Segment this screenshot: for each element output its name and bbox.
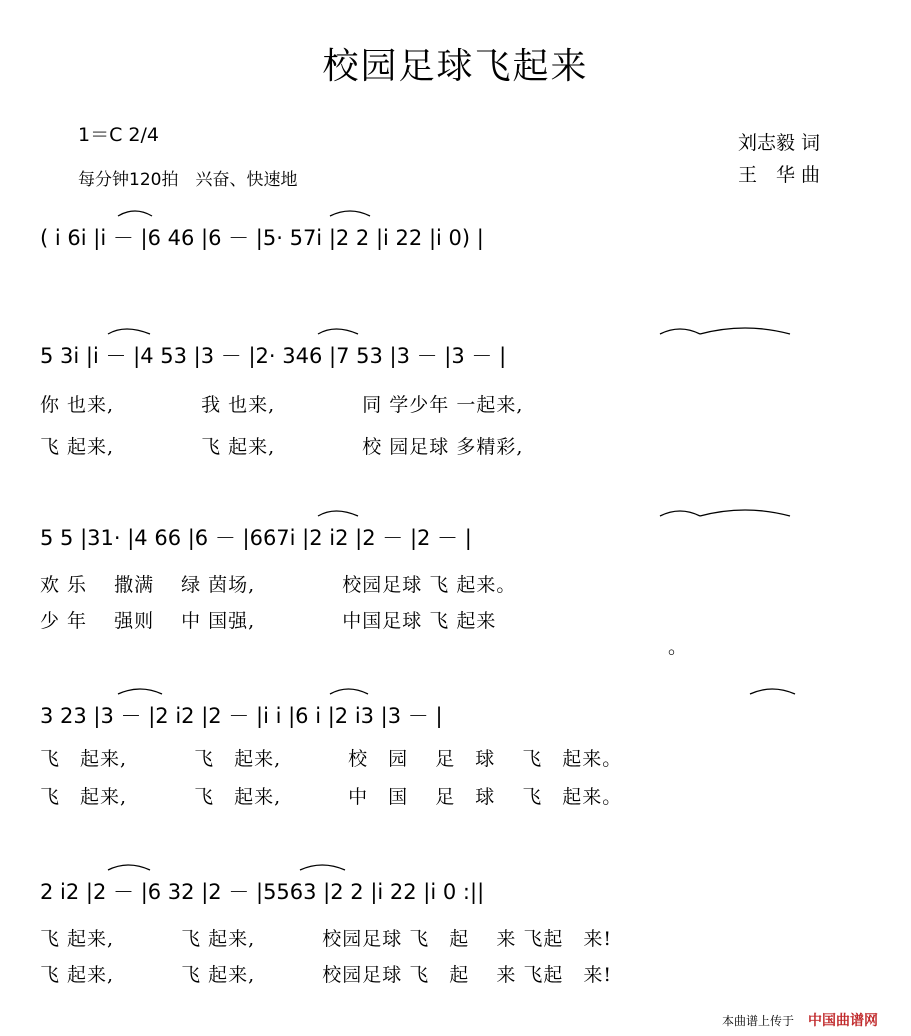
slur — [108, 865, 150, 870]
dangling-period: 。 — [668, 636, 689, 658]
lyric-line-1-verse-2: 飞 起来, 飞 起来, 校 园足球 多精彩, — [40, 436, 524, 458]
lyric-line-2-verse-1: 欢 乐 撒满 绿 茵场, 校园足球 飞 起来。 — [40, 574, 517, 596]
slur — [318, 511, 358, 516]
slur — [750, 689, 795, 694]
slur — [660, 329, 700, 334]
lyric-line-3-verse-2: 飞 起来, 飞 起来, 中 国 足 球 飞 起来。 — [40, 786, 623, 808]
composer-credit: 王 华 曲 — [738, 164, 821, 186]
slur — [118, 689, 162, 694]
lyric-line-4-verse-2: 飞 起来, 飞 起来, 校园足球 飞 起 来 飞起 来! — [40, 964, 612, 986]
slur — [700, 328, 790, 334]
notation-row-2: 5 5 |31· |4 66 |6 － |667i |2 i2 |2 － |2 － | — [40, 526, 472, 550]
key-signature: 1＝C 2/4 — [78, 124, 159, 146]
slur — [660, 511, 700, 516]
lyric-line-3-verse-1: 飞 起来, 飞 起来, 校 园 足 球 飞 起来。 — [40, 748, 623, 770]
slur — [118, 211, 152, 216]
lyric-line-2-verse-2: 少 年 强则 中 国强, 中国足球 飞 起来 — [40, 610, 497, 632]
slur — [318, 329, 358, 334]
slur — [330, 689, 368, 694]
notation-row-intro: ( i 6i |i － |6 46 |6 － |5· 57i |2 2 |i 22 |i 0) | — [40, 226, 484, 250]
slur — [108, 329, 150, 334]
slur — [700, 510, 790, 516]
song-title: 校园足球飞起来 — [322, 46, 589, 87]
notation-row-4: 2 i2 |2 － |6 32 |2 － |5563 |2 2 |i 22 |i 0 :|| — [40, 880, 485, 904]
site-logo: 中国曲谱网 — [808, 1013, 878, 1029]
tempo-marking: 每分钟120拍 兴奋、快速地 — [78, 170, 298, 190]
lyric-line-1-verse-1: 你 也来, 我 也来, 同 学少年 一起来, — [40, 394, 524, 416]
lyricist-credit: 刘志毅 词 — [738, 132, 821, 154]
slur — [330, 211, 370, 216]
notation-row-1: 5 3i |i － |4 53 |3 － |2· 346 |7 53 |3 － |3 － | — [40, 344, 507, 368]
lyric-line-4-verse-1: 飞 起来, 飞 起来, 校园足球 飞 起 来 飞起 来! — [40, 928, 612, 950]
upload-note: 本曲谱上传于 — [722, 1014, 795, 1028]
slur — [300, 865, 345, 870]
notation-row-3: 3 23 |3 － |2 i2 |2 － |i i |6 i |2 i3 |3 － | — [40, 704, 443, 728]
